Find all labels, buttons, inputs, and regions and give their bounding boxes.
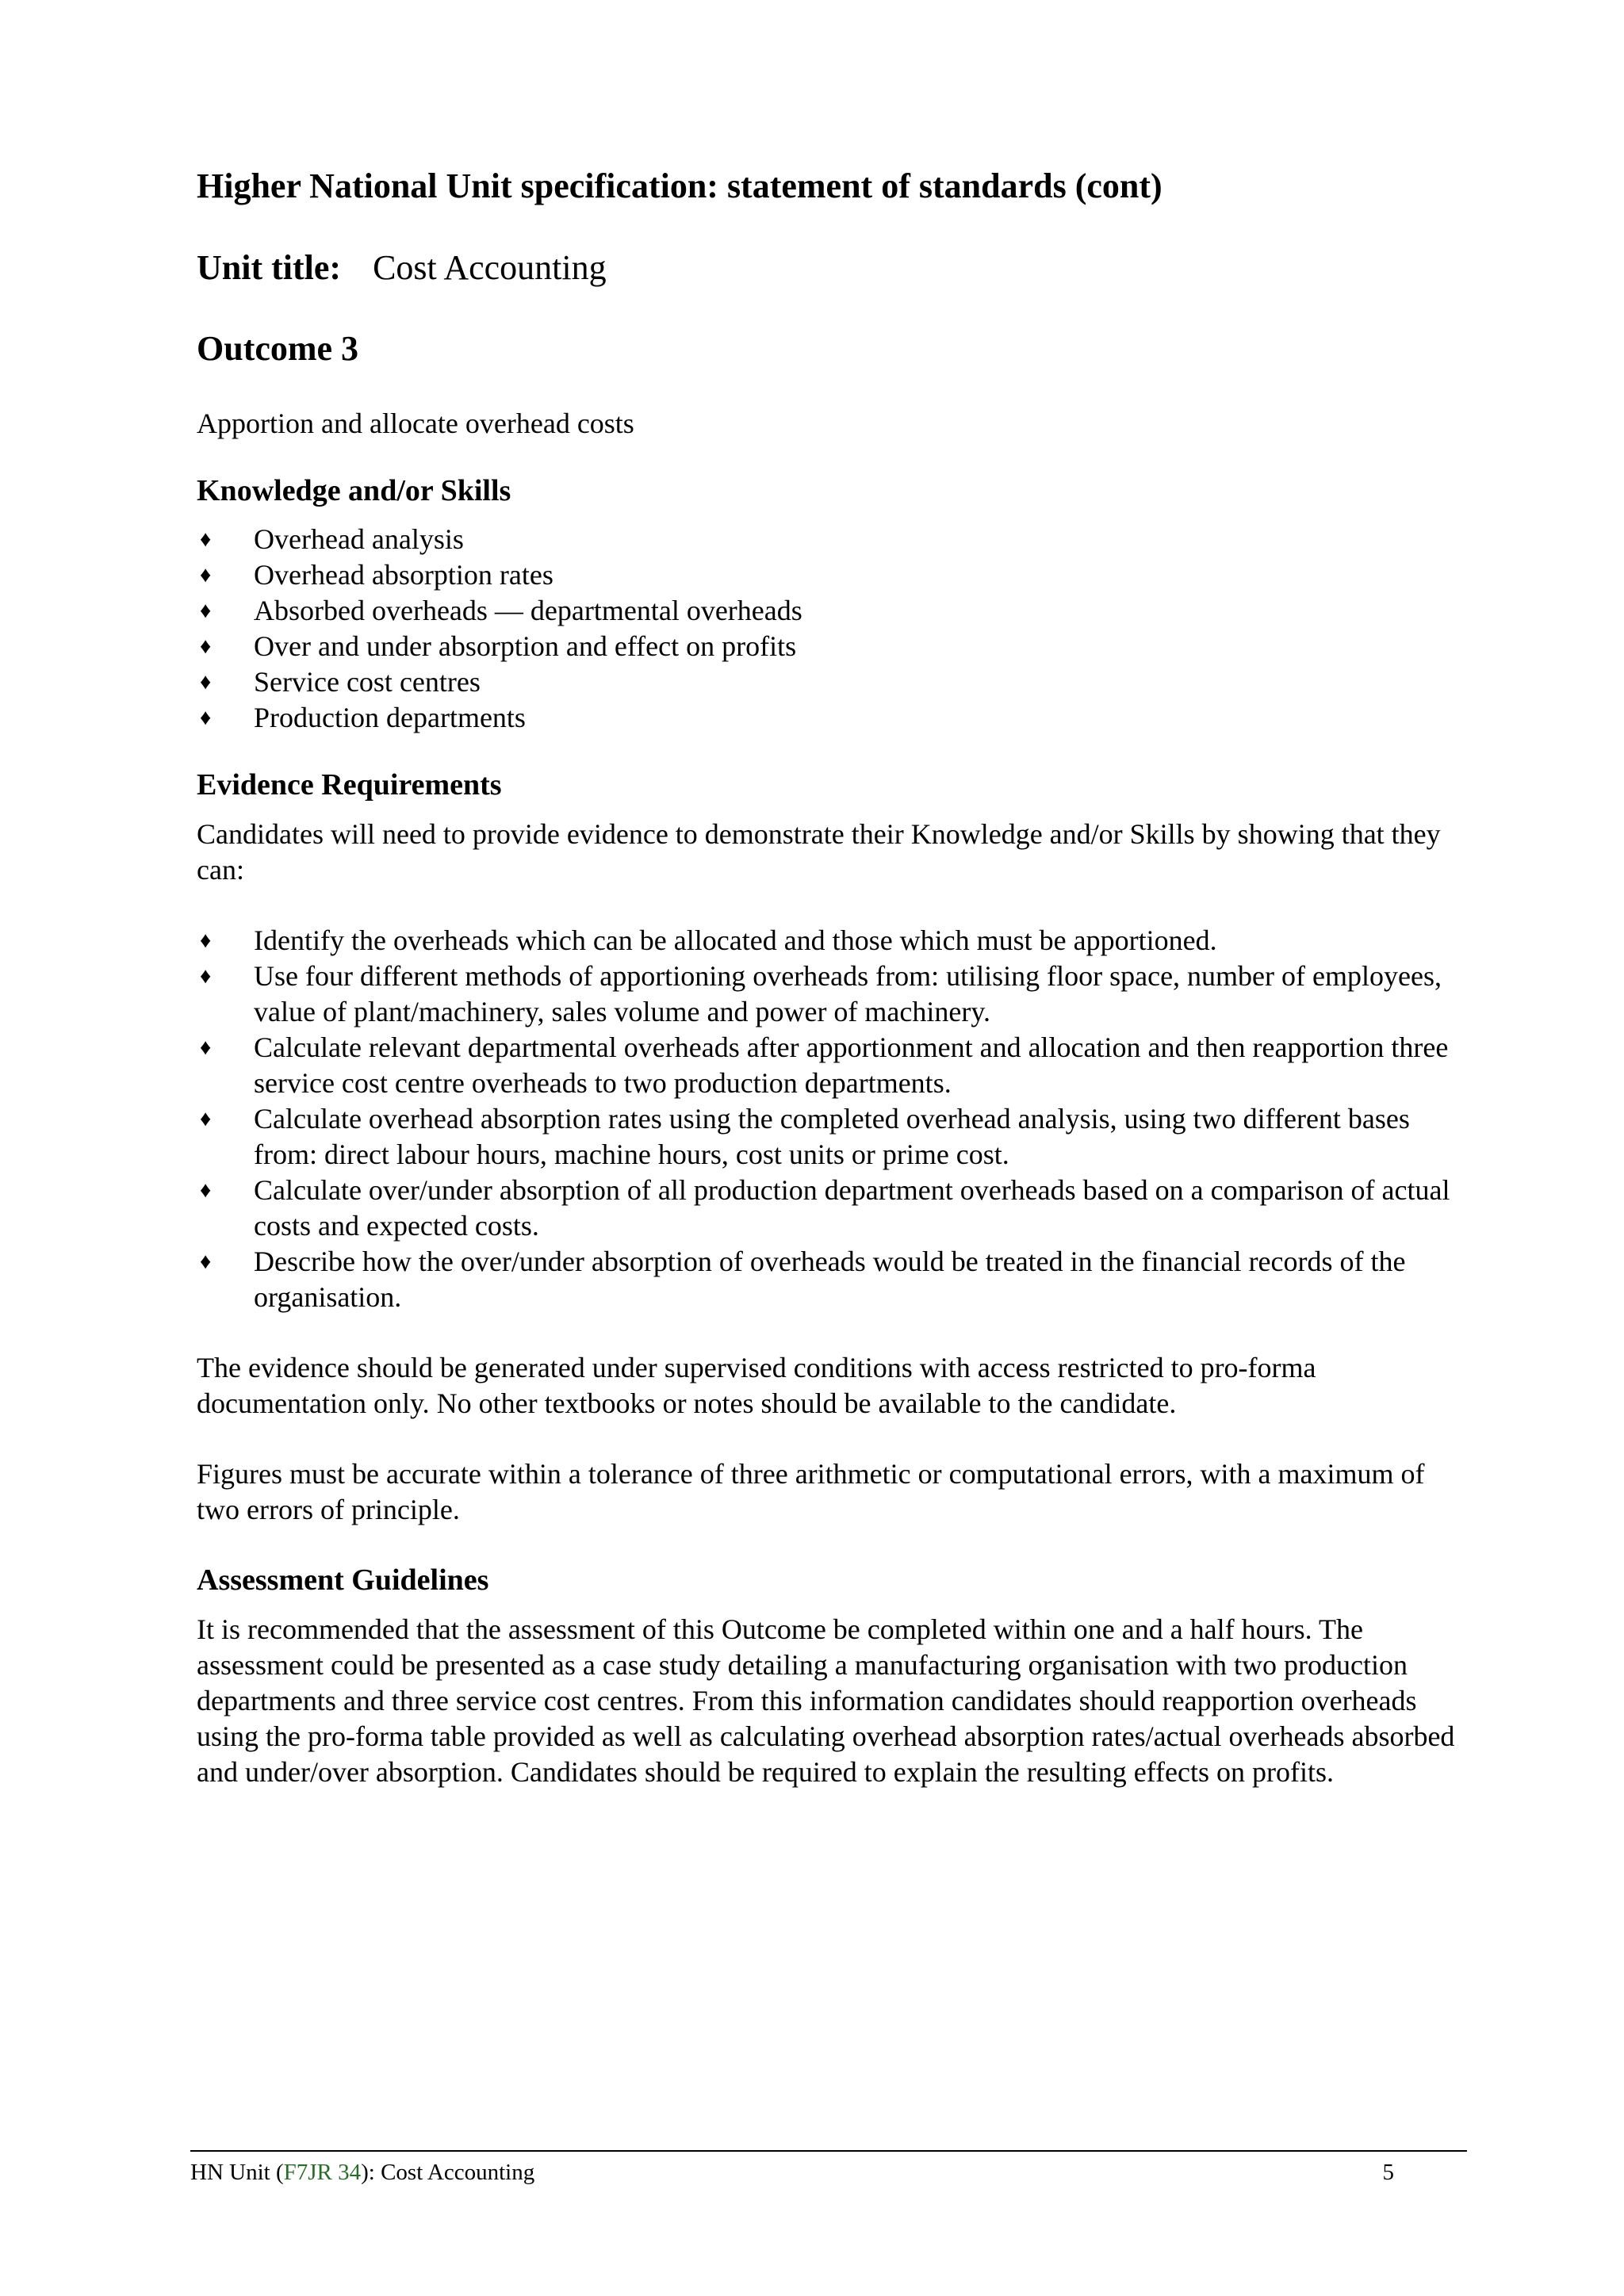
diamond-bullet-icon: ♦ [200,706,212,731]
evidence-intro: Candidates will need to provide evidence to demonstrate their Knowledge and/or Skills by showing that they can: [197,817,1441,886]
knowledge-item: ♦ Service cost centres [197,664,1465,700]
page-footer [190,2150,1467,2186]
page-title: Higher National Unit specification: statement of standards (cont) [197,166,1162,205]
unit-title [197,248,1465,289]
evidence-item: ♦ Identify the overheads which can be allocated and those which must be apportioned. [197,923,1465,959]
evidence-item: ♦ Calculate over/under absorption of all production department overheads based on a comparison of actual costs and expected costs. [200,1173,1450,1242]
knowledge-item: ♦ Overhead absorption rates [197,557,1465,593]
evidence-paragraph-accuracy: Figures must be accurate within a tolerance of three arithmetic or computational errors, with a maximum of two errors of principle. [197,1457,1425,1525]
evidence-heading: Evidence Requirements [197,768,502,802]
diamond-bullet-icon: ♦ [200,963,212,989]
diamond-bullet-icon: ♦ [200,1106,212,1131]
evidence-item: ♦ Calculate relevant departmental overheads after apportionment and allocation and then reapportion three service cost centre overheads to two production departments. [200,1031,1449,1099]
diamond-bullet-icon: ♦ [200,1249,212,1274]
assessment-heading: Assessment Guidelines [197,1563,489,1597]
footer-unit-label: HN Unit (F7JR 34): Cost Accounting [190,2160,535,2185]
diamond-bullet-icon: ♦ [200,527,212,553]
unit-title-label: Unit title: [197,247,342,287]
outcome-description: Apportion and allocate overhead costs [197,407,634,439]
diamond-bullet-icon: ♦ [200,928,212,953]
diamond-bullet-icon: ♦ [200,634,212,660]
diamond-bullet-icon: ♦ [200,563,212,588]
diamond-bullet-icon: ♦ [200,1035,212,1060]
evidence-paragraph-conditions: The evidence should be generated under supervised conditions with access restricted to pro-forma documentation only. No other textbooks or notes should be available to the candidate. [197,1351,1316,1419]
unit-code: F7JR 34 [283,2160,362,2185]
diamond-bullet-icon: ♦ [200,670,212,695]
knowledge-list [197,522,1465,736]
diamond-bullet-icon: ♦ [200,1177,212,1203]
diamond-bullet-icon: ♦ [200,599,212,624]
knowledge-item: ♦ Overhead analysis [197,522,1465,557]
knowledge-item: ♦ Absorbed overheads — departmental overheads [197,593,1465,629]
evidence-item: ♦ Calculate overhead absorption rates using the completed overhead analysis, using two different bases from: direct labour hours, machine hours, cost units or prime cost. [200,1102,1410,1170]
evidence-item: ♦ Use four different methods of apportioning overheads from: utilising floor space, number of employees, value of plant/machinery, sales volume and power of machinery. [200,959,1442,1027]
unit-title-value: Cost Accounting [373,247,607,287]
assessment-text: It is recommended that the assessment of this Outcome be completed within one and a half hours. The assessment could be presented as a case study detailing a manufacturing organisation with two production departments and three service cost centres. From this information candidates should reapportion overheads using the pro-forma table provided as well as calculating overhead absorption rates/actual overheads absorbed and under/over absorption. Candidates should be required to explain the resulting effects on profits. [197,1613,1455,1788]
knowledge-heading: Knowledge and/or Skills [197,473,511,507]
evidence-list [197,923,1465,1315]
knowledge-item: ♦ Over and under absorption and effect on profits [197,629,1465,664]
outcome-heading: Outcome 3 [197,329,359,369]
evidence-item: ♦ Describe how the over/under absorption of overheads would be treated in the financial records of the organisation. [200,1245,1406,1313]
document-page [197,166,1465,1790]
page-number: 5 [1382,2160,1394,2185]
knowledge-item: ♦ Production departments [197,700,1465,736]
